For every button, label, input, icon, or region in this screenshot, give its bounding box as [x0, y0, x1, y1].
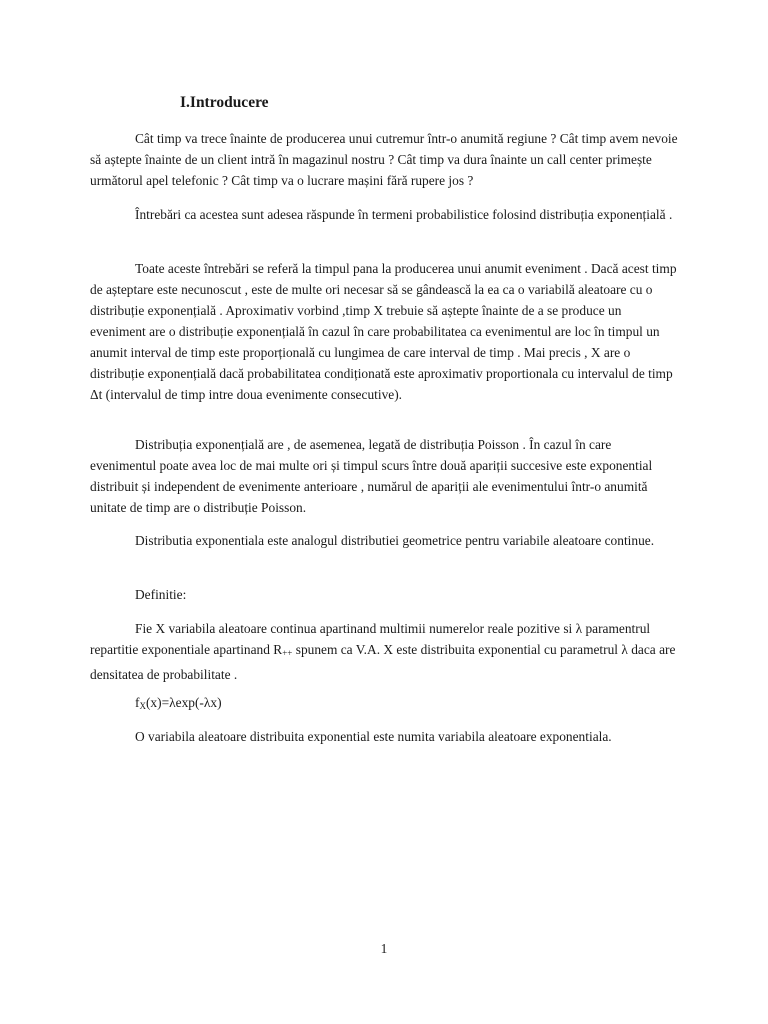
definition-text-start: Fie X variabila aleatoare continua apartinand multimii numerelor reale pozitive si λ paramentrul repartitie exponentiale apartinand R — [90, 621, 651, 657]
formula-function: f — [135, 695, 140, 710]
definition-subscript: ++ — [282, 648, 293, 658]
paragraph-intro-questions: Cât timp va trece înainte de producerea unui cutremur într-o anumită regiune ? Cât timp avem nevoie să aștepte înainte de un client intră în magazinul nostru ? Cât timp va dura înainte un call center primește următorul apel telefonic ? Cât timp va o lucrare mașini fără rupere jos ? — [90, 131, 678, 188]
paragraph-waiting-time: Toate aceste întrebări se referă la timpul pana la producerea unui anumit eveniment . Dacă acest timp de așteptare este necunoscut , este de multe ori necesar să se gândească la ea ca o variabilă aleatoare cu o distribuție exponențială . Aproximativ vorbind ,timp X trebuie să aștepte înainte de a se produce un eveniment are o distribuție exponențială în cazul în care probabilitatea ca evenimentul are loc în timpul un anumit interval de timp este proporțională cu lungimea de care interval de timp . Mai precis , X are o distribuție exponențială dacă probabilitatea condiționată este aproximativ proportionala cu intervalul de timp Δt (intervalul de timp intre doua evenimente consecutive). — [90, 261, 677, 402]
paragraph-probabilistic-answers: Întrebări ca acestea sunt adesea răspunde în termeni probabilistice folosind distribuția exponențială . — [135, 207, 673, 222]
paragraph-exponential-variable: O variabila aleatoare distribuita exponential este numita variabila aleatoare exponentiala. — [135, 729, 612, 744]
definition-heading: Definitie: — [135, 587, 187, 602]
formula-subscript: X — [139, 701, 146, 711]
formula-body: (x)=λexp(-λx) — [145, 695, 222, 710]
definition-text-end: spunem ca V.A. X este distribuita exponential cu parametrul λ daca are densitatea de probabilitate . — [90, 642, 676, 682]
density-formula — [90, 692, 680, 717]
page-number: 1 — [380, 941, 388, 956]
paragraph-geometric-analogue: Distributia exponentiala este analogul distributiei geometrice pentru variabile aleatoare continue. — [135, 533, 655, 548]
section-title: I.Introducere — [180, 94, 269, 111]
paragraph-poisson-relation: Distribuția exponențială are , de asemenea, legată de distribuția Poisson . În cazul în care evenimentul poate avea loc de mai multe ori și timpul scurs între două apariții succesive este exponential distribuit și independent de evenimente anterioare , numărul de apariții ale evenimentului într-o anumită unitate de timp are o distribuție Poisson. — [90, 437, 653, 515]
paragraph-definition — [90, 618, 680, 685]
